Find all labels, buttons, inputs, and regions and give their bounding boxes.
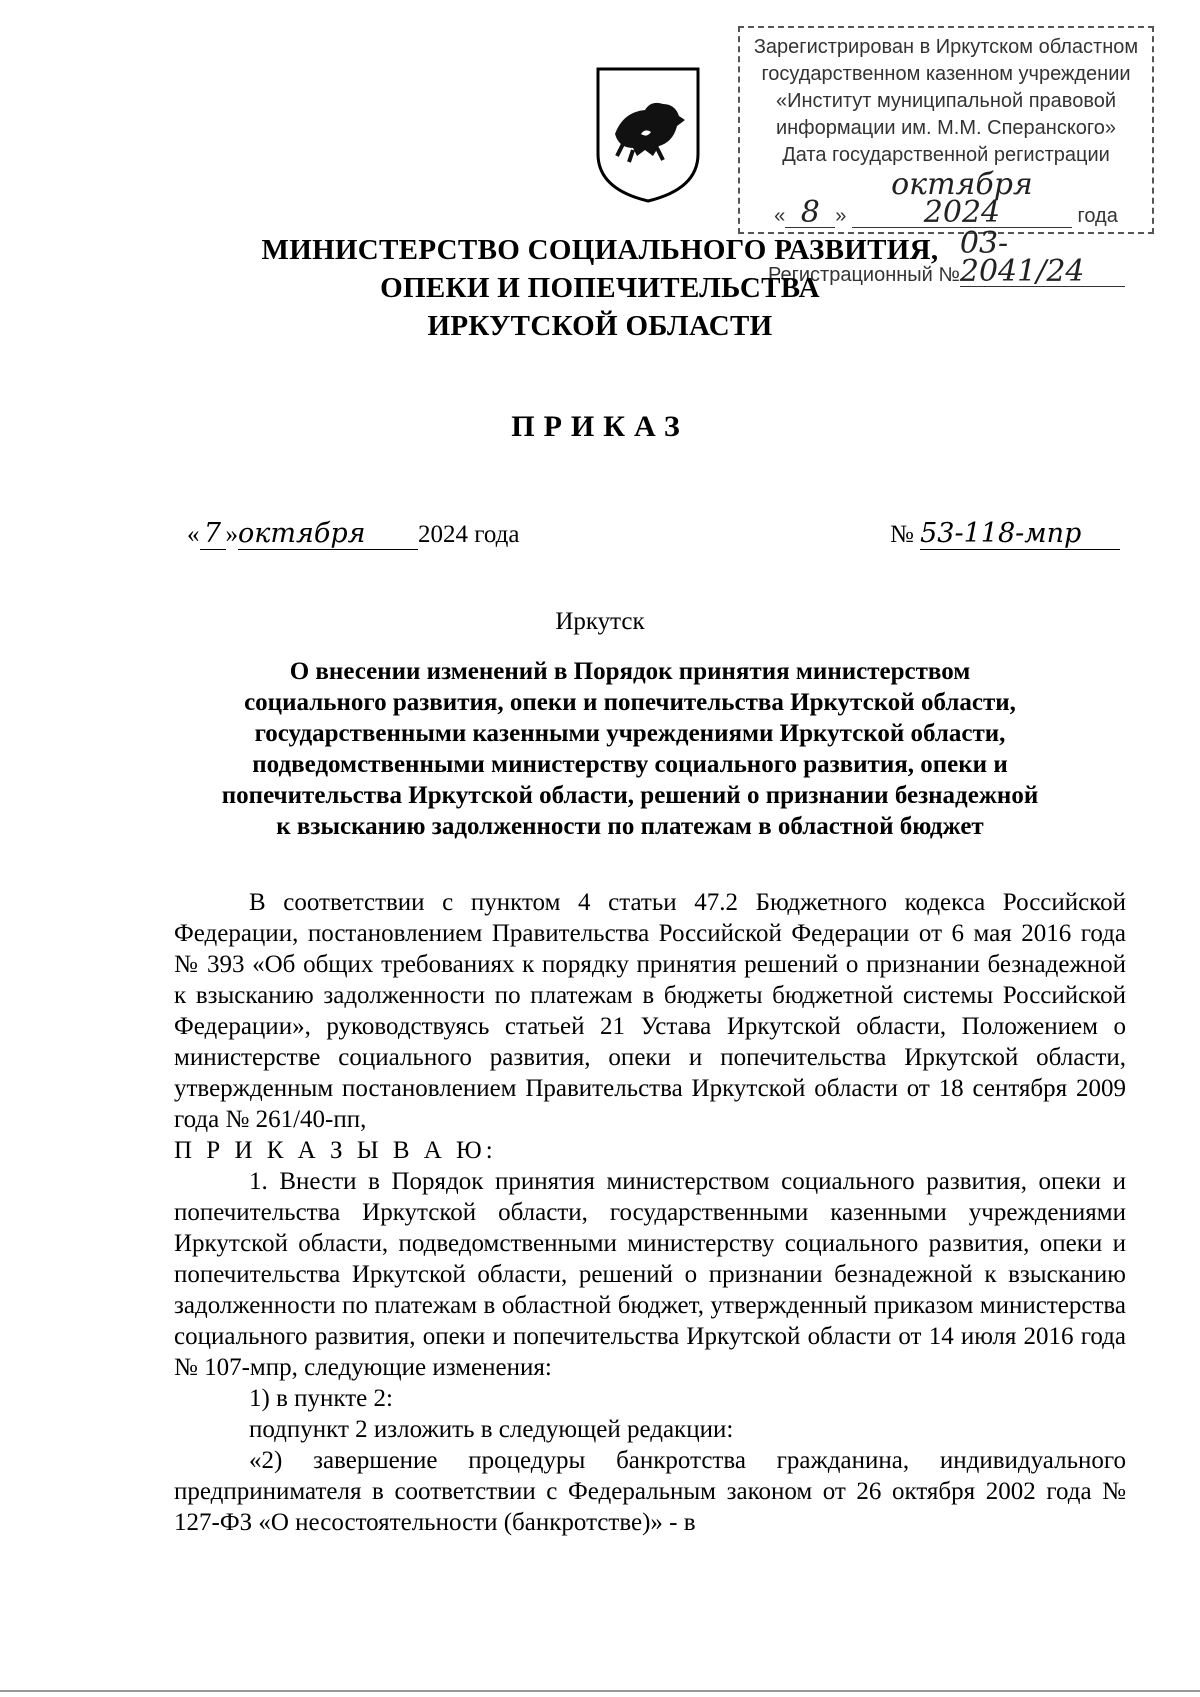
order-body (174, 887, 1126, 1538)
preamble-paragraph: В соответствии с пунктом 4 статьи 47.2 Бюджетного кодекса Российской Федерации, постановлением Правительства Российской Федерации от 6 мая 2016 года № 393 «Об общих требованиях к порядку принятия решений о признании безнадежной к взысканию задолженности по платежам в бюджеты бюджетной системы Российской Федерации», руководствуясь статьей 21 Устава Иркутской области, Положением о министерстве социального развития, опеки и попечительства Иркутской области, утвержденным постановлением Правительства Иркутской области от 18 сентября 2009 года № 261/40-пп, (174, 889, 1126, 1133)
ministry-name-line: МИНИСТЕРСТВО СОЦИАЛЬНОГО РАЗВИТИЯ, (261, 234, 939, 266)
document-type-title: ПРИКАЗ (511, 410, 689, 443)
ministry-header (0, 231, 1200, 345)
order-date-day: 7 (200, 518, 226, 550)
subject-line: государственными казенными учреждениями Иркутской области, (254, 720, 1006, 747)
sub-item-paragraph: 1) в пункте 2: (249, 1385, 393, 1412)
sub-item-paragraph: подпункт 2 изложить в следующей редакции: (249, 1416, 734, 1443)
order-directive: П Р И К А З Ы В А Ю: (174, 1137, 497, 1164)
stamp-reg-number: 03-2041/24 (960, 230, 1125, 287)
item-1-paragraph: 1. Внести в Порядок принятия министерством социального развития, опеки и попечительства Иркутской области, государственными казенными учреждениями Иркутской области, подведомственными министерству социального развития, опеки и попечительства Иркутской области, решений о признании безнадежной к взысканию задолженности по платежам в областной бюджет, утвержденный приказом министерства социального развития, опеки и попечительства Иркутской области от 14 июля 2016 года № 107-мпр, следующие изменения: (174, 1168, 1126, 1381)
subject-line: социального развития, опеки и попечительства Иркутской области, (244, 689, 1016, 716)
stamp-date-day: 8 (785, 199, 835, 228)
order-subject (170, 656, 1090, 842)
ministry-name-line: ОПЕКИ И ПОПЕЧИТЕЛЬСТВА (380, 272, 820, 304)
order-number-value: 53-118-мпр (920, 518, 1120, 550)
quoted-text-paragraph: «2) завершение процедуры банкротства гражданина, индивидуального предпринимателя в соответствии с Федеральным законом от 26 октября 2002 года № 127-ФЗ «О несостоятельности (банкротстве)» - в (174, 1447, 1126, 1536)
stamp-registration-number: Регистрационный №03-2041/24 (740, 230, 1152, 289)
registration-stamp (738, 26, 1154, 289)
subject-line: к взысканию задолженности по платежам в областной бюджет (276, 813, 984, 840)
stamp-date-month-year: октября 2024 (852, 171, 1072, 228)
stamp-line: государственном казенном учреждении (761, 63, 1131, 85)
subject-line: попечительства Иркутской области, решений о признании безнадежной (221, 782, 1039, 809)
ministry-name-line: ИРКУТСКОЙ ОБЛАСТИ (427, 310, 773, 342)
page-bottom-rule (0, 1690, 1200, 1692)
order-date-month: октября (238, 518, 418, 550)
stamp-line: информации им. М.М. Сперанского» (775, 117, 1117, 139)
city-name: Иркутск (555, 608, 645, 635)
stamp-registration-date: « 8 » октября 2024 года (774, 167, 1118, 230)
stamp-line: Зарегистрирован в Иркутском областном (753, 36, 1139, 58)
order-date: « 7 »октября 2024 года (187, 518, 520, 549)
order-date-year: 2024 года (418, 521, 520, 548)
stamp-line: Дата государственной регистрации (782, 144, 1110, 166)
coat-of-arms-emblem (593, 64, 703, 204)
stamp-line: «Институт муниципальной правовой (775, 90, 1117, 112)
subject-line: О внесении изменений в Порядок принятия министерством (289, 658, 971, 685)
order-number: № 53-118-мпр (890, 518, 1120, 550)
subject-line: подведомственными министерству социального развития, опеки и (252, 751, 1008, 778)
